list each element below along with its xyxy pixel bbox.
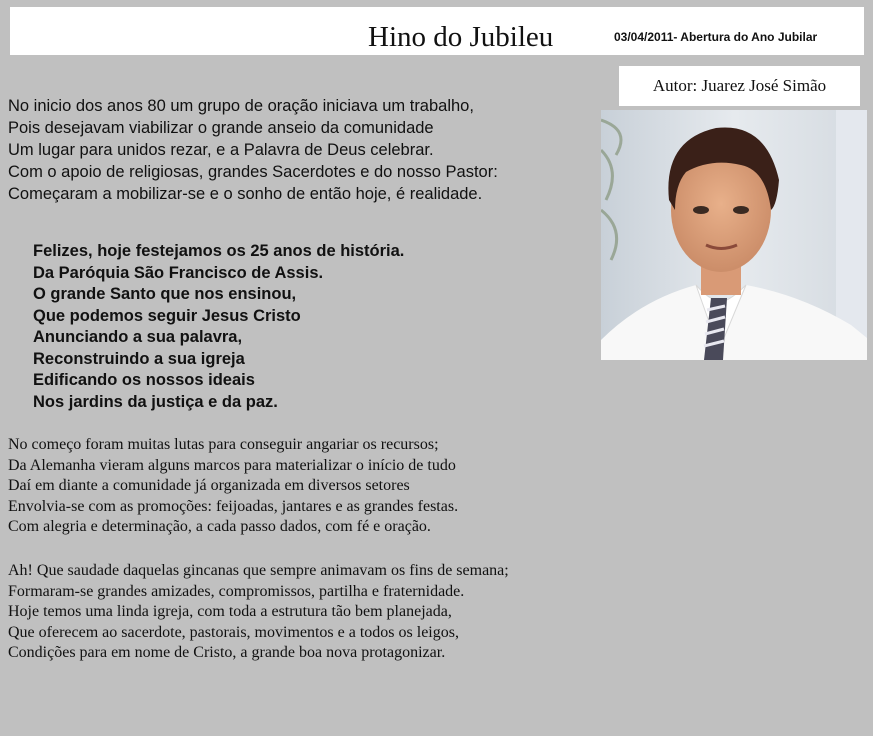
chorus-line: Anunciando a sua palavra,: [33, 328, 243, 346]
verse-line: Envolvia-se com as promoções: feijoadas, jantares e as grandes festas.: [8, 497, 459, 515]
chorus-line: Da Paróquia São Francisco de Assis.: [33, 263, 324, 282]
verse-line: Que oferecem ao sacerdote, pastorais, movimentos e a todos os leigos,: [8, 623, 459, 641]
page-title: Hino do Jubileu: [368, 21, 554, 53]
event-date-line: 03/04/2011- Abertura do Ano Jubilar: [614, 30, 818, 44]
verse-line: Ah! Que saudade daquelas gincanas que sempre animavam os fins de semana;: [8, 562, 509, 579]
stanza-3: [8, 435, 458, 538]
stanza-4: [8, 561, 509, 664]
verse-line: Pois desejavam viabilizar o grande anseio da comunidade: [8, 119, 434, 137]
chorus-line: Edificando os nossos ideais: [33, 371, 255, 389]
chorus-line: Que podemos seguir Jesus Cristo: [33, 306, 301, 325]
chorus-line: Felizes, hoje festejamos os 25 anos de história.: [33, 242, 405, 260]
author-photo: [601, 110, 867, 360]
chorus-line: Reconstruindo a sua igreja: [33, 349, 245, 368]
stanza-1: [8, 95, 498, 205]
author-credit: Autor: Juarez José Simão: [652, 76, 827, 95]
verse-line: Condições para em nome de Cristo, a grande boa nova protagonizar.: [8, 644, 446, 661]
verse-line: Daí em diante a comunidade já organizada em diversos setores: [8, 477, 410, 494]
verse-line: Da Alemanha vieram alguns marcos para materializar o início de tudo: [8, 456, 456, 474]
title-banner: [10, 7, 864, 55]
verse-line: Formaram-se grandes amizades, compromissos, partilha e fraternidade.: [8, 582, 465, 600]
verse-line: Um lugar para unidos rezar, e a Palavra de Deus celebrar.: [8, 141, 434, 159]
chorus-line: O grande Santo que nos ensinou,: [33, 285, 297, 303]
chorus-line: Nos jardins da justiça e da paz.: [33, 392, 278, 411]
chorus: [33, 241, 404, 413]
verse-line: No inicio dos anos 80 um grupo de oração iniciava um trabalho,: [8, 97, 474, 115]
verse-line: Hoje temos uma linda igreja, com toda a estrutura tão bem planejada,: [8, 603, 452, 620]
verse-line: No começo foram muitas lutas para conseguir angariar os recursos;: [8, 436, 439, 453]
author-box: [619, 66, 860, 106]
verse-line: Com alegria e determinação, a cada passo dados, com fé e oração.: [8, 518, 431, 535]
verse-line: Com o apoio de religiosas, grandes Sacerdotes e do nosso Pastor:: [8, 163, 498, 181]
verse-line: Começaram a mobilizar-se e o sonho de então hoje, é realidade.: [8, 185, 483, 203]
